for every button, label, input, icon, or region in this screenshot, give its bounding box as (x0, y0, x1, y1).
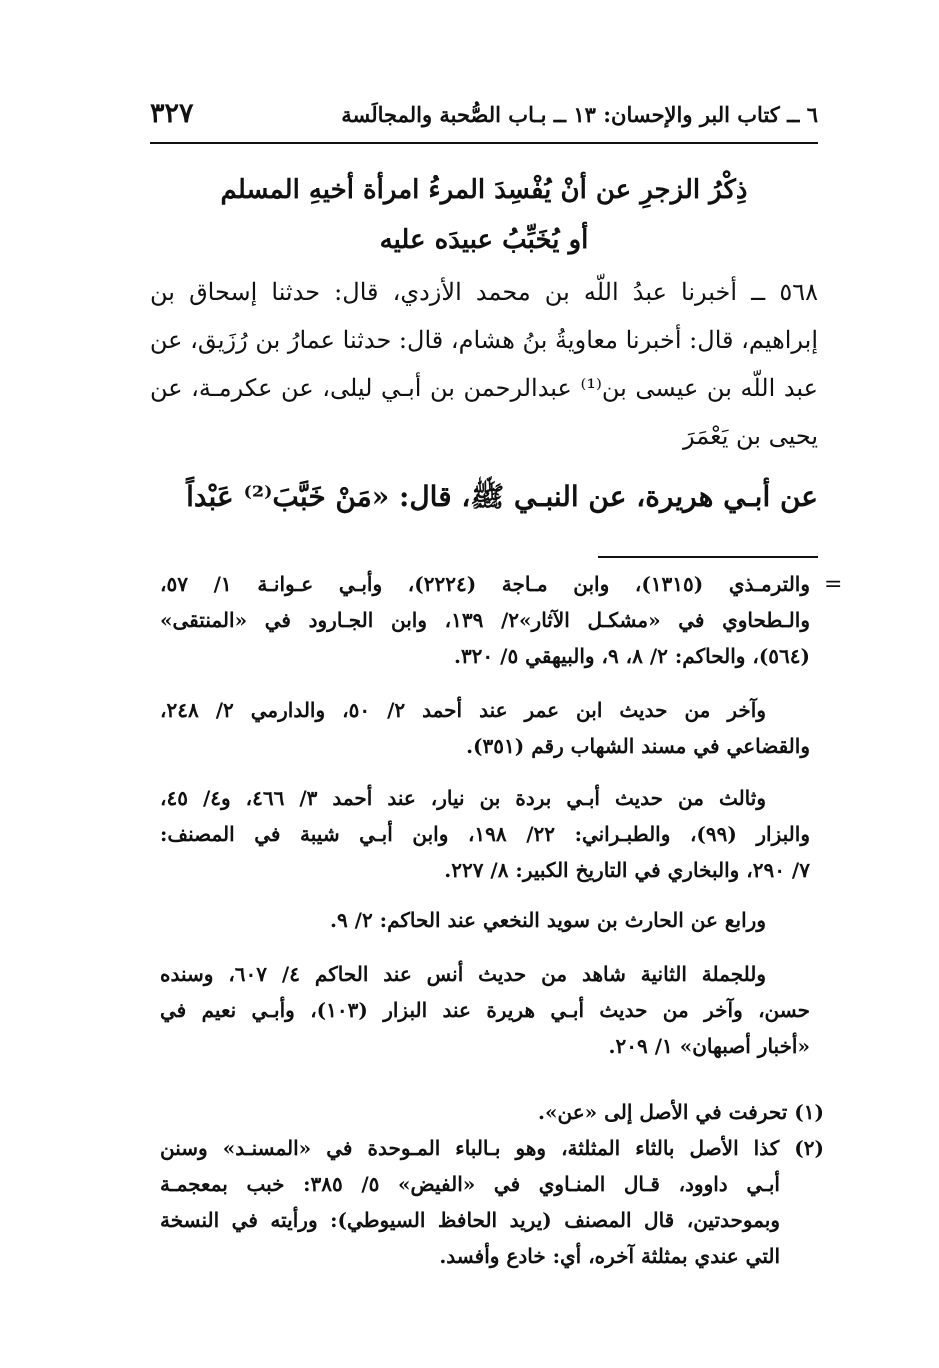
page-header (150, 98, 818, 138)
footnote-paragraph (160, 692, 810, 764)
page-number: ٣٢٧ (150, 98, 194, 129)
footnote-paragraph (160, 780, 810, 888)
footnote-paragraph (160, 902, 810, 938)
footnote-line: وثالث من حديث أبـي بردة بن نيار، عند أحمد ٣/ ٤٦٦، و٤/ ٤٥، (160, 786, 766, 810)
footnote-line: «أخبار أصبهان» ١/ ٢٠٩. (608, 1034, 810, 1058)
footnote-1: (١) تحرفت في الأصل إلى «عن». (538, 1100, 824, 1124)
hadith-isnad (150, 268, 818, 460)
isnad-line: ٥٦٨ ــ أخبرنا عبدُ اللّه بن محمد الأزدي، قال: حدثنا إسحاق بن (150, 278, 818, 306)
footnote-line: وآخر من حديث ابن عمر عند أحمد ٢/ ٥٠، والدارمي ٢/ ٢٤٨، (160, 698, 766, 722)
footnote-line: (٥٦٤)، والحاكم: ٢/ ٨، ٩، والبيهقي ٥/ ٣٢٠. (453, 644, 810, 668)
footnote-line: والقضاعي في مسند الشهاب رقم (٣٥١). (466, 734, 810, 758)
heading-line-2: أو يُخَبِّبُ عبيدَه عليه (379, 225, 589, 255)
hadith-matn: عن أبـي هريرة، عن النبـي ﷺ، قال: «مَنْ خَبَّبَ⁽²⁾ عَبْداً (186, 480, 818, 513)
isnad-line: إبراهيم، قال: أخبرنا معاويةُ بنُ هشام، قال: حدثنا عمارُ بن رُزَيق، عن (149, 326, 818, 354)
continuation-marker: = (824, 572, 843, 597)
footnote-rule (598, 556, 818, 558)
chapter-heading (150, 165, 818, 265)
footnote-line: ورابع عن الحارث بن سويد النخعي عند الحاكم: ٢/ ٩. (329, 908, 766, 932)
footnote-2-line: أبـي داوود، قـال المنـاوي في «الفيض» ٥/ ٣٨٥: خبب بمعجمـة (160, 1172, 780, 1196)
footnote-line: ٧/ ٢٩٠، والبخاري في التاريخ الكبير: ٨/ ٢٢٧. (444, 858, 810, 882)
header-rule (150, 142, 818, 144)
footnote-line: والبزار (٩٩)، والطبـراني: ٢٢/ ١٩٨، وابن أبـي شيبة في المصنف: (160, 822, 810, 846)
footnote-line: حسن، وآخر من حديث أبـي هريرة عند البزار (١٠٣)، وأبـي نعيم في (160, 998, 810, 1022)
footnote-paragraph (160, 566, 810, 674)
footnotes (160, 1094, 824, 1274)
footnote-line: وللجملة الثانية شاهد من حديث أنس عند الحاكم ٤/ ٦٠٧، وسنده (160, 962, 766, 986)
footnote-2-line: التي عندي بمثلثة آخره، أي: خادع وأفسد. (439, 1244, 780, 1268)
footnote-2-line: وبموحدتين، قال المصنف (يريد الحافظ السيوطي): ورأيته في النسخة (160, 1208, 780, 1232)
isnad-line: يحيى بن يَعْمَرَ (683, 422, 818, 450)
isnad-line: عبد اللّه بن عيسى بن⁽¹⁾ عبدالرحمن بن أبـي ليلى، عن عكرمـة، عن (150, 374, 818, 402)
footnote-line: والترمـذي (١٣١٥)، وابن مـاجة (٢٢٢٤)، وأبـي عـوانـة ١/ ٥٧، (160, 572, 811, 596)
footnote-2-line: (٢) كذا الأصل بالثاء المثلثة، وهو بـالباء المـوحدة في «المسنـد» وسنن (160, 1136, 824, 1160)
running-title: ٦ ــ كتاب البر والإحسان: ١٣ ــ بـاب الصُّحبة والمجالَسة (341, 102, 818, 127)
footnote-line: والـطحاوي في «مشكـل الآثار»٢/ ١٣٩، وابن الجـارود في «المنتقى» (160, 608, 810, 632)
footnote-paragraph (160, 956, 810, 1064)
heading-line-1: ذِكْرُ الزجرِ عن أنْ يُفْسِدَ المرءُ امرأة أخيهِ المسلم (220, 175, 748, 205)
